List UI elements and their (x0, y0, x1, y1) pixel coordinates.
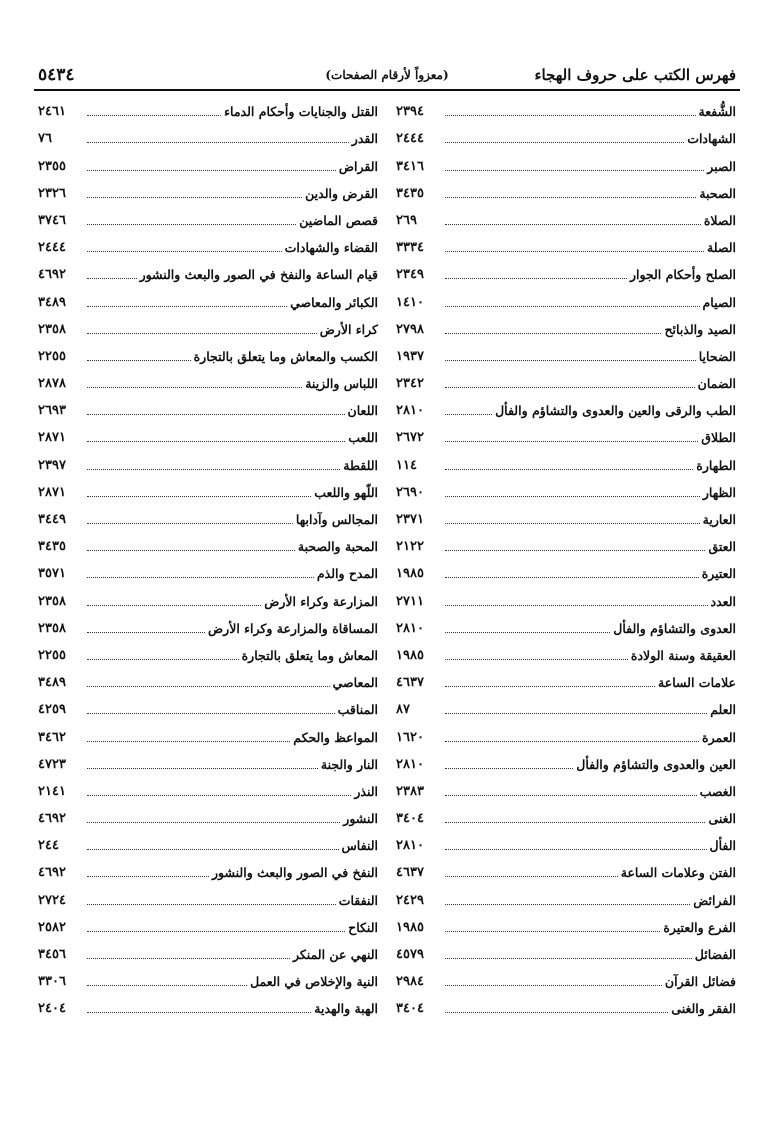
entry-term: الفتن وعلامات الساعة (620, 865, 736, 881)
index-entry (38, 855, 378, 882)
index-entry (396, 121, 736, 148)
index-title: فهرس الكتب على حروف الهجاء (534, 66, 736, 84)
index-entry (396, 366, 736, 393)
dot-leader (445, 306, 700, 307)
entry-term: القراض (338, 158, 378, 174)
dot-leader (87, 197, 302, 198)
entry-page-number: ٢٣٢٦ (38, 185, 66, 201)
index-entry (38, 420, 378, 447)
dot-leader (445, 1012, 668, 1013)
entry-term: العدوى والتشاؤم والفأل (613, 620, 736, 636)
index-entry (396, 828, 736, 855)
entry-page-number: ٢٦٩٣ (38, 403, 66, 419)
entry-page-number: ١٩٨٥ (396, 566, 424, 582)
entry-term: الشُّفعة (698, 104, 736, 120)
dot-leader (87, 115, 221, 116)
entry-term: الهبة والهدية (314, 1001, 378, 1017)
entry-page-number: ٢٣٥٨ (38, 593, 66, 609)
index-entry (396, 556, 736, 583)
dot-leader (87, 931, 345, 932)
index-entry (38, 284, 378, 311)
index-entry (38, 692, 378, 719)
entry-term: الصلح وأحكام الجوار (629, 267, 736, 283)
index-entry (396, 964, 736, 991)
dot-leader (445, 686, 655, 687)
entry-page-number: ٢١٤١ (38, 783, 66, 799)
dot-leader (87, 550, 295, 551)
entry-term: الضمان (697, 376, 736, 392)
entry-page-number: ٣٤٠٤ (396, 811, 424, 827)
entry-term: الفأل (709, 838, 736, 854)
entry-page-number: ٢٨٧١ (38, 430, 66, 446)
dot-leader (445, 170, 704, 171)
index-entry (38, 203, 378, 230)
entry-term: العقيقة وسنة الولادة (630, 647, 736, 663)
entry-term: الصيد والذبائح (664, 321, 736, 337)
entry-page-number: ٢١٢٢ (396, 539, 424, 555)
entry-term: الصحبة (699, 185, 736, 201)
entry-term: العين والعدوى والتشاؤم والفأل (576, 756, 736, 772)
dot-leader (87, 659, 239, 660)
dot-leader (445, 849, 707, 850)
index-entry (38, 583, 378, 610)
entry-page-number: ٢٣٤٩ (396, 267, 424, 283)
entry-term: المحبة والصحبة (297, 539, 378, 555)
index-entry (396, 148, 736, 175)
entry-term: الطهارة (696, 457, 736, 473)
dot-leader (87, 523, 293, 524)
entry-page-number: ٢٣٥٥ (38, 158, 66, 174)
entry-page-number: ٤٢٥٩ (38, 702, 66, 718)
left-column (38, 94, 378, 1018)
index-entry (38, 964, 378, 991)
entry-page-number: ٣٤٤٩ (38, 512, 66, 527)
index-entry (396, 638, 736, 665)
dot-leader (87, 741, 290, 742)
entry-page-number: ١١٤ (396, 457, 417, 473)
entry-page-number: ١٤١٠ (396, 294, 424, 310)
dot-leader (445, 659, 628, 660)
dot-leader (445, 632, 610, 633)
index-entry (396, 855, 736, 882)
index-entry (38, 94, 378, 121)
dot-leader (87, 278, 137, 279)
entry-page-number: ٢٤٦١ (38, 104, 66, 120)
right-column (396, 94, 736, 1018)
entry-page-number: ٢٢٥٥ (38, 348, 66, 364)
entry-page-number: ٢٤٠٤ (38, 1001, 66, 1017)
entry-page-number: ٣٥٧١ (38, 566, 66, 582)
entry-term: الطب والرقى والعين والعدوى والتشاؤم والفأل (495, 403, 736, 419)
entry-term: الفرع والعتيرة (663, 919, 736, 935)
index-entry (396, 94, 736, 121)
dot-leader (445, 441, 698, 442)
index-entry (396, 312, 736, 339)
entry-term: العمرة (702, 729, 736, 745)
entry-page-number: ٢٨١٠ (396, 620, 424, 636)
entry-term: اللعب (348, 430, 378, 446)
dot-leader (445, 387, 695, 388)
entry-page-number: ٤٧٢٣ (38, 756, 66, 772)
entry-term: النشور (343, 811, 378, 827)
entry-term: المناقب (337, 702, 378, 718)
entry-term: الشهادات (687, 131, 736, 147)
entry-term: الفرائض (693, 892, 736, 908)
dot-leader (87, 1012, 311, 1013)
entry-term: القرض والدين (305, 185, 378, 201)
dot-leader (87, 360, 191, 361)
index-entry (396, 692, 736, 719)
entry-term: المدح والذم (316, 566, 378, 582)
dot-leader (87, 985, 247, 986)
entry-page-number: ٢٣٥٨ (38, 321, 66, 337)
index-entry (38, 638, 378, 665)
entry-page-number: ٣٤٣٥ (38, 539, 66, 555)
index-entry (396, 339, 736, 366)
dot-leader (87, 441, 345, 442)
entry-page-number: ٢٥٨٢ (38, 919, 66, 935)
entry-term: الصلة (707, 240, 736, 256)
entry-page-number: ٢٨٧١ (38, 484, 66, 500)
index-entry (38, 447, 378, 474)
entry-term: اللّهو واللعب (314, 484, 378, 500)
index-entry (38, 991, 378, 1018)
entry-page-number: ٢٩٨٤ (396, 974, 424, 990)
index-entry (396, 393, 736, 420)
entry-page-number: ٣٤٨٩ (38, 294, 66, 310)
index-entry (396, 910, 736, 937)
entry-page-number: ٢٨١٠ (396, 403, 424, 419)
dot-leader (445, 768, 573, 769)
entry-term: اللعان (347, 403, 378, 419)
entry-term: الصبر (707, 158, 736, 174)
entry-term: علامات الساعة (658, 675, 736, 691)
entry-term: النهي عن المنكر (293, 947, 378, 962)
dot-leader (445, 931, 660, 932)
index-entry (38, 121, 378, 148)
entry-term: اللباس والزينة (305, 376, 378, 392)
dot-leader (87, 142, 349, 143)
index-entry (38, 366, 378, 393)
index-entry (396, 257, 736, 284)
dot-leader (87, 251, 282, 252)
dot-leader (445, 822, 705, 823)
entry-page-number: ٣٧٤٦ (38, 212, 66, 228)
index-entry (396, 882, 736, 909)
entry-page-number: ٣٤٨٩ (38, 675, 66, 691)
entry-page-number: ١٩٣٧ (396, 348, 424, 364)
entry-term: القضاء والشهادات (284, 240, 378, 256)
index-entry (396, 284, 736, 311)
index-entry (38, 148, 378, 175)
entry-term: العلم (710, 702, 736, 718)
entry-term: القتل والجنايات وأحكام الدماء (224, 104, 378, 120)
index-entry (38, 502, 378, 529)
dot-leader (445, 605, 708, 606)
dot-leader (87, 876, 209, 877)
entry-term: اللقطة (343, 457, 378, 473)
entry-term: فضائل القرآن (664, 974, 736, 990)
index-entry (38, 611, 378, 638)
dot-leader (445, 550, 705, 551)
entry-page-number: ٢٤٢٩ (396, 892, 424, 908)
entry-term: النار والجنة (320, 756, 378, 772)
dot-leader (87, 224, 296, 225)
index-entry (38, 257, 378, 284)
entry-term: المعاصي (332, 675, 378, 691)
index-entry (396, 665, 736, 692)
entry-page-number: ٣٣٣٤ (396, 240, 424, 256)
dot-leader (87, 605, 261, 606)
index-entry (396, 747, 736, 774)
entry-page-number: ٣٤٥٦ (38, 947, 66, 962)
entry-page-number: ١٩٨٥ (396, 647, 424, 663)
entry-page-number: ٢٦٩ (396, 212, 417, 228)
index-entry (396, 611, 736, 638)
entry-page-number: ٣٤١٦ (396, 158, 424, 174)
dot-leader (87, 469, 340, 470)
index-entry (38, 801, 378, 828)
index-entry (38, 556, 378, 583)
dot-leader (87, 686, 330, 687)
entry-page-number: ٢٢٥٥ (38, 647, 66, 663)
dot-leader (445, 713, 707, 714)
entry-page-number: ١٦٢٠ (396, 729, 424, 745)
entry-term: النكاح (348, 919, 378, 935)
index-entry (396, 176, 736, 203)
dot-leader (445, 197, 696, 198)
entry-term: المعاش وما يتعلق بالتجارة (241, 647, 378, 663)
index-entry (38, 719, 378, 746)
dot-leader (445, 876, 618, 877)
entry-page-number: ٢٨١٠ (396, 838, 424, 854)
entry-page-number: ٢٧١١ (396, 593, 424, 609)
entry-page-number: ٢٤٤٤ (38, 240, 66, 256)
dot-leader (87, 795, 351, 796)
dot-leader (445, 577, 699, 578)
entry-term: العارية (702, 512, 736, 527)
index-entry (38, 774, 378, 801)
entry-term: العدد (710, 593, 736, 609)
entry-term: الصيام (702, 294, 736, 310)
dot-leader (445, 360, 696, 361)
dot-leader (445, 469, 693, 470)
dot-leader (87, 822, 340, 823)
entry-page-number: ٧٦ (38, 131, 52, 147)
entry-term: العتيرة (701, 566, 736, 582)
index-entry (38, 882, 378, 909)
index-entry (396, 447, 736, 474)
dot-leader (445, 904, 690, 905)
entry-page-number: ٣٤٠٤ (396, 1001, 424, 1017)
entry-term: الكسب والمعاش وما يتعلق بالتجارة (193, 348, 378, 364)
dot-leader (87, 768, 318, 769)
entry-term: الضحايا (698, 348, 736, 364)
index-entry (396, 230, 736, 257)
entry-page-number: ٣٤٣٥ (396, 185, 424, 201)
index-entry (38, 937, 378, 964)
index-entry (38, 312, 378, 339)
entry-page-number: ٣٤٦٢ (38, 729, 66, 745)
dot-leader (87, 958, 290, 959)
index-entry (38, 529, 378, 556)
dot-leader (87, 849, 339, 850)
entry-term: قيام الساعة والنفخ في الصور والبعث والنشور (139, 267, 378, 283)
index-entry (396, 420, 736, 447)
entry-page-number: ٢٣٩٤ (396, 104, 424, 120)
entry-page-number: ٤٦٣٧ (396, 675, 424, 691)
dot-leader (445, 795, 697, 796)
index-entry (38, 665, 378, 692)
dot-leader (87, 170, 336, 171)
dot-leader (445, 224, 701, 225)
entry-page-number: ٢٨٧٨ (38, 376, 66, 392)
dot-leader (87, 333, 317, 334)
dot-leader (445, 741, 699, 742)
index-entry (396, 774, 736, 801)
dot-leader (87, 496, 311, 497)
entry-page-number: ٨٧ (396, 702, 410, 718)
index-entry (396, 529, 736, 556)
entry-term: الغصب (699, 783, 736, 799)
index-entry (396, 937, 736, 964)
entry-page-number: ٤٥٧٩ (396, 947, 424, 962)
entry-term: كراء الأرض (319, 321, 378, 337)
dot-leader (87, 577, 314, 578)
entry-page-number: ٤٦٩٢ (38, 865, 66, 881)
entry-page-number: ٢٣٤٢ (396, 376, 424, 392)
page-number: ٥٤٣٤ (38, 65, 75, 85)
entry-term: قصص الماضين (299, 212, 378, 228)
entry-term: النذر (354, 783, 378, 799)
dot-leader (445, 333, 661, 334)
entry-term: المجالس وآدابها (295, 512, 378, 527)
dot-leader (87, 306, 287, 307)
index-entry (38, 393, 378, 420)
dot-leader (87, 632, 205, 633)
dot-leader (87, 904, 336, 905)
index-entry (396, 801, 736, 828)
entry-term: المزارعة وكراء الأرض (264, 593, 378, 609)
entry-term: الفضائل (694, 947, 736, 962)
entry-term: المواعظ والحكم (293, 729, 378, 745)
entry-term: الصلاة (703, 212, 736, 228)
entry-page-number: ٤٦٩٢ (38, 267, 66, 283)
dot-leader (445, 115, 696, 116)
dot-leader (445, 251, 704, 252)
index-entry (396, 991, 736, 1018)
index-entry (396, 719, 736, 746)
entry-page-number: ١٩٨٥ (396, 919, 424, 935)
entry-term: المساقاة والمزارعة وكراء الأرض (208, 620, 378, 636)
header-rule (34, 89, 740, 91)
entry-page-number: ٢٤٤٤ (396, 131, 424, 147)
index-entry (396, 502, 736, 529)
entry-page-number: ٢٤٤ (38, 838, 59, 854)
entry-term: النفقات (338, 892, 378, 908)
entry-term: الطلاق (701, 430, 736, 446)
index-entry (38, 176, 378, 203)
entry-term: الفقر والغنى (671, 1001, 736, 1017)
entry-page-number: ٢٨١٠ (396, 756, 424, 772)
index-entry (396, 475, 736, 502)
entry-page-number: ٣٣٠٦ (38, 974, 66, 990)
dot-leader (445, 958, 692, 959)
dot-leader (87, 414, 345, 415)
index-entry (38, 747, 378, 774)
entry-term: الكبائر والمعاصي (290, 294, 378, 310)
entry-term: الغنى (708, 811, 736, 827)
index-entry (38, 828, 378, 855)
entry-page-number: ٢٧٩٨ (396, 321, 424, 337)
dot-leader (87, 387, 302, 388)
entry-page-number: ٢٧٢٤ (38, 892, 66, 908)
index-note: (معزواً لأرقام الصفحات) (325, 68, 449, 82)
entry-term: النفاس (341, 838, 378, 854)
entry-page-number: ٢٦٧٢ (396, 430, 424, 446)
entry-term: النية والإخلاص في العمل (250, 974, 378, 990)
entry-page-number: ٢٦٩٠ (396, 484, 424, 500)
entry-page-number: ٢٣٩٧ (38, 457, 66, 473)
entry-page-number: ٢٣٨٣ (396, 783, 424, 799)
dot-leader (445, 278, 627, 279)
entry-page-number: ٢٣٥٨ (38, 620, 66, 636)
index-entry (38, 475, 378, 502)
dot-leader (445, 414, 492, 415)
index-entry (38, 910, 378, 937)
entry-term: الظهار (702, 484, 736, 500)
dot-leader (445, 142, 684, 143)
entry-page-number: ٤٦٩٢ (38, 811, 66, 827)
dot-leader (87, 713, 335, 714)
dot-leader (445, 985, 662, 986)
index-entry (396, 203, 736, 230)
index-entry (38, 339, 378, 366)
entry-term: القدر (351, 131, 378, 147)
entry-term: النفخ في الصور والبعث والنشور (212, 865, 378, 881)
entry-page-number: ٢٣٧١ (396, 512, 424, 527)
index-entry (396, 583, 736, 610)
page-header (38, 62, 736, 88)
dot-leader (445, 496, 700, 497)
dot-leader (445, 523, 700, 524)
entry-term: العتق (708, 539, 736, 555)
entry-page-number: ٤٦٣٧ (396, 865, 424, 881)
index-entry (38, 230, 378, 257)
